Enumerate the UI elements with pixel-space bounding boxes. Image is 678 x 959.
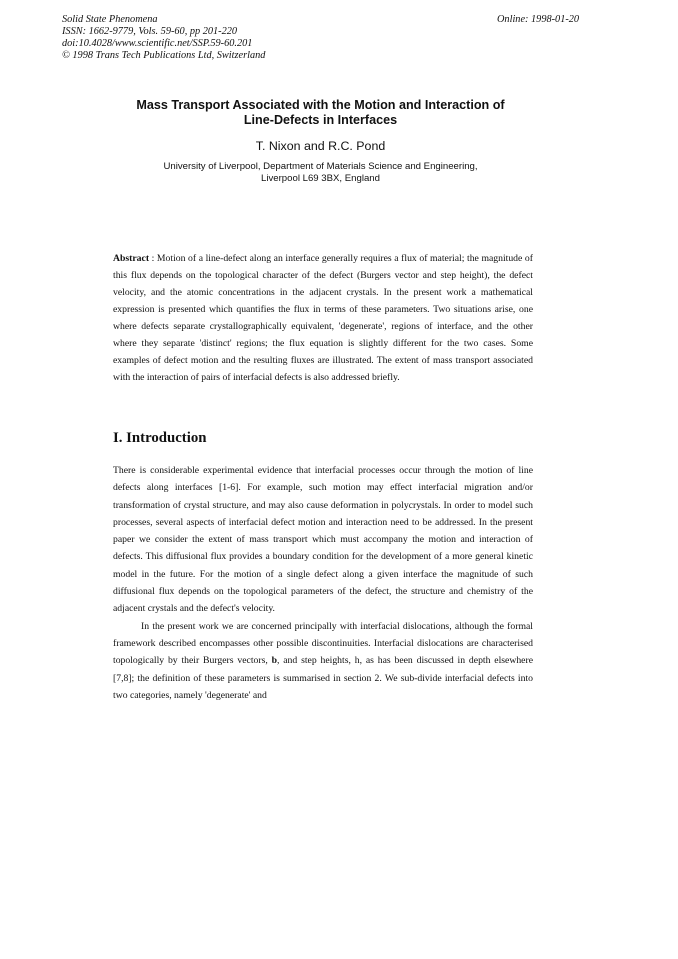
intro-paragraph-1: There is considerable experimental evidence that interfacial processes occur through the motion of line defects along interfaces [1-6]. For example, such motion may effect interfacial migration and/or transformation of crystal structure, and may also cause deformation in polycrystals. In order to model such processes, several aspects of interfacial defect motion and interaction need to be addressed. In the present paper we consider the extent of mass transport which must accompany the motion and interaction of defects. This diffusional flux provides a boundary condition for the development of a more general kinetic model in the future. For the motion of a single defect along a given interface the magnitude of such diffusional flux depends on the topological parameters of the defect, the structure and chemistry of the adjacent crystals and the defect's velocity.: [113, 465, 533, 615]
burgers-vector-symbol: b: [271, 655, 277, 667]
abstract-label: Abstract: [113, 253, 150, 264]
intro-paragraph-2-part-1: In the present work we are concerned principally with interfacial dislocations, although the formal framework described encompasses other possible discontinuities. Interfacial dislocations are characterised topologically by their Burgers vectors,: [113, 620, 533, 667]
journal-citation-block: [62, 14, 392, 62]
abstract-text: : Motion of a line-defect along an interface generally requires a flux of material; the magnitude of this flux depends on the topological character of the defect (Burgers vector and step height), the defect velocity, and the atomic concentrations in the adjacent crystals. In the present work a mathematical expression is presented which quantifies the flux in terms of these parameters. Two situations arise, one where defects separate crystallographically equivalent, 'degenerate', regions of interface, and the other where they separate 'distinct' regions; the flux equation is slightly different for the two cases. Some examples of defect motion and the resulting fluxes are illustrated. The extent of mass transport associated with the interaction of pairs of interfacial defects is also addressed briefly.: [113, 253, 533, 383]
abstract: [113, 250, 533, 386]
journal-name: Solid State Phenomena: [62, 14, 158, 25]
affiliation: [120, 161, 521, 185]
section-heading-introduction: I. Introduction: [113, 430, 207, 446]
affiliation-line-1: University of Liverpool, Department of Materials Science and Engineering,: [163, 161, 478, 172]
doi-line: doi:10.4028/www.scientific.net/SSP.59-60.201: [62, 38, 253, 49]
title-line-2: Line-Defects in Interfaces: [243, 113, 398, 127]
paper-title: [90, 98, 551, 128]
copyright-line: © 1998 Trans Tech Publications Ltd, Switzerland: [62, 50, 266, 61]
affiliation-line-2: Liverpool L69 3BX, England: [261, 173, 380, 184]
intro-paragraph-2: [113, 618, 533, 704]
authors: T. Nixon and R.C. Pond: [255, 139, 386, 153]
issn-line: ISSN: 1662-9779, Vols. 59-60, pp 201-220: [62, 26, 238, 37]
online-date: Online: 1998-01-20: [497, 14, 580, 25]
title-line-1: Mass Transport Associated with the Motion and Interaction of: [136, 98, 505, 112]
intro-paragraph-2-part-2: , and step heights, h, as has been discussed in depth elsewhere [7,8]; the definition of these parameters is summarised in section 2. We sub-divide interfacial defects into two categories, namely 'degenerate' and: [113, 655, 534, 701]
introduction-body: [113, 462, 533, 704]
